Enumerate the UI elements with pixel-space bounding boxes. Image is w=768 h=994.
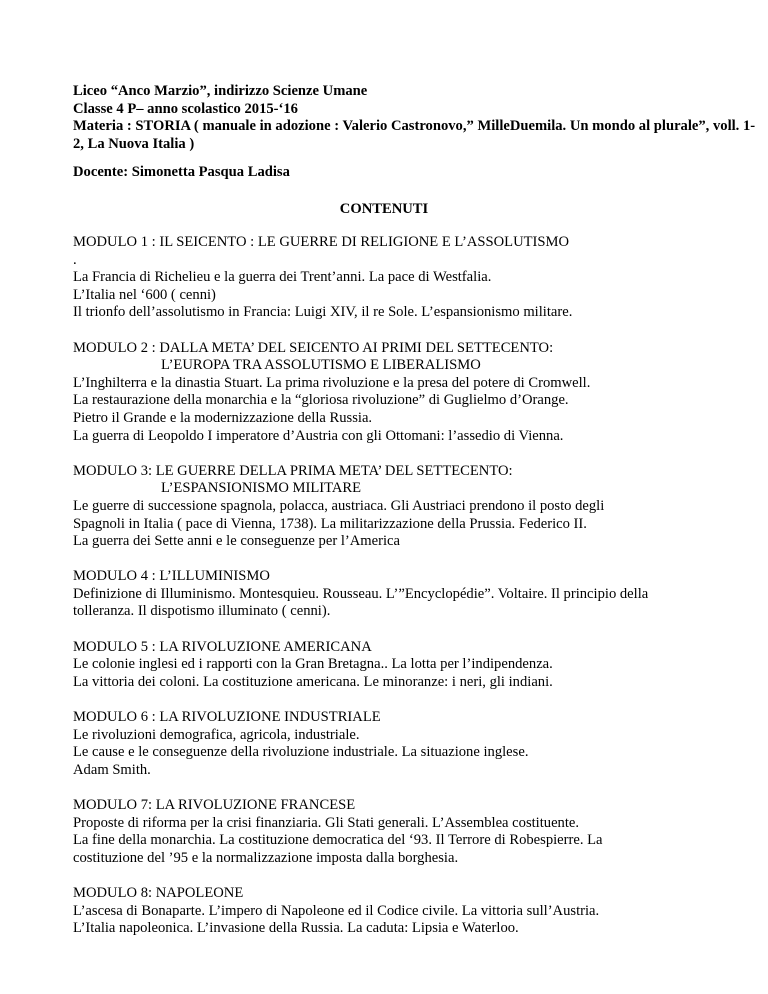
module-block	[73, 340, 763, 446]
module-block	[73, 463, 763, 551]
module-title: MODULO 5 : LA RIVOLUZIONE AMERICANA	[73, 638, 372, 655]
subject-line: Materia : STORIA ( manuale in adozione : Valerio Castronovo,” MilleDuemila. Un mondo al plurale”, voll. 1-2, La Nuova Italia )	[73, 118, 756, 152]
school-line: Liceo “Anco Marzio”, indirizzo Scienze Umane	[73, 83, 368, 99]
module-title: MODULO 8: NAPOLEONE	[73, 884, 244, 901]
module-text-line: La restaurazione della monarchia e la “gloriosa rivoluzione” di Guglielmo d’Orange.	[73, 392, 569, 409]
module-title: MODULO 2 : DALLA META’ DEL SEICENTO AI PRIMI DEL SETTECENTO:	[73, 339, 554, 356]
module-subtitle: L’ESPANSIONISMO MILITARE	[161, 480, 362, 497]
module-text-line: Pietro il Grande e la modernizzazione della Russia.	[73, 409, 373, 426]
module-text-line: La vittoria dei coloni. La costituzione americana. Le minoranze: i neri, gli indiani.	[73, 673, 553, 690]
module-text-line: Le guerre di successione spagnola, polacca, austriaca. Gli Austriaci prendono il posto degli	[73, 497, 605, 514]
module-title: MODULO 1 : IL SEICENTO : LE GUERRE DI RELIGIONE E L’ASSOLUTISMO	[73, 234, 570, 250]
module-text-line: Le cause e le conseguenze della rivoluzione industriale. La situazione inglese.	[73, 744, 529, 761]
module-text-line: La guerra di Leopoldo I imperatore d’Austria con gli Ottomani: l’assedio di Vienna.	[73, 427, 564, 444]
module-title: MODULO 3: LE GUERRE DELLA PRIMA META’ DEL SETTECENTO:	[73, 462, 513, 479]
module-text-line: L’Inghilterra e la dinastia Stuart. La prima rivoluzione e la presa del potere di Cromwell.	[73, 374, 591, 391]
module-title: MODULO 6 : LA RIVOLUZIONE INDUSTRIALE	[73, 709, 381, 726]
module-subtitle: .	[73, 251, 77, 268]
module-block	[73, 885, 763, 938]
contents-heading: CONTENUTI	[339, 201, 429, 217]
module-text-line: Le rivoluzioni demografica, agricola, industriale.	[73, 726, 360, 743]
class-year-line: Classe 4 P– anno scolastico 2015-‘16	[73, 100, 298, 117]
module-text-line: La Francia di Richelieu e la guerra dei Trent’anni. La pace di Westfalia.	[73, 269, 492, 286]
module-text-line: Proposte di riforma per la crisi finanziaria. Gli Stati generali. L’Assemblea costituente.	[73, 814, 580, 831]
module-text-line: tolleranza. Il dispotismo illuminato ( cenni).	[73, 603, 331, 620]
module-text-line: L’ascesa di Bonaparte. L’impero di Napoleone ed il Codice civile. La vittoria sull’Austria.	[73, 902, 600, 919]
module-title: MODULO 4 : L’ILLUMINISMO	[73, 568, 270, 585]
module-text-line: Le colonie inglesi ed i rapporti con la Gran Bretagna.. La lotta per l’indipendenza.	[73, 656, 553, 673]
module-text-line: L’Italia nel ‘600 ( cenni)	[73, 286, 216, 303]
module-text-line: L’Italia napoleonica. L’invasione della Russia. La caduta: Lipsia e Waterloo.	[73, 920, 519, 937]
module-title: MODULO 7: LA RIVOLUZIONE FRANCESE	[73, 797, 356, 813]
document-header	[73, 83, 763, 153]
module-text-line: La guerra dei Sette anni e le conseguenze per l’America	[73, 533, 400, 550]
module-text-line: Adam Smith.	[73, 761, 151, 778]
module-block	[73, 568, 763, 621]
module-block	[73, 709, 763, 779]
module-text-line: La fine della monarchia. La costituzione democratica del ‘93. Il Terrore di Robespierre. La	[73, 832, 603, 849]
module-block	[73, 639, 763, 692]
module-block	[73, 234, 763, 322]
module-text-line: Il trionfo dell’assolutismo in Francia: Luigi XIV, il re Sole. L’espansionismo militare.	[73, 304, 573, 321]
module-text-line: costituzione del ’95 e la normalizzazione imposta dalla borghesia.	[73, 849, 459, 866]
module-text-line: Definizione di Illuminismo. Montesquieu. Rousseau. L’”Encyclopédie”. Voltaire. Il principio della	[73, 585, 649, 602]
modules-list	[73, 234, 763, 955]
teacher-line: Docente: Simonetta Pasqua Ladisa	[73, 164, 290, 180]
module-text-line: Spagnoli in Italia ( pace di Vienna, 1738). La militarizzazione della Prussia. Federico II.	[73, 515, 587, 532]
module-subtitle: L’EUROPA TRA ASSOLUTISMO E LIBERALISMO	[161, 357, 481, 374]
module-block	[73, 797, 763, 867]
